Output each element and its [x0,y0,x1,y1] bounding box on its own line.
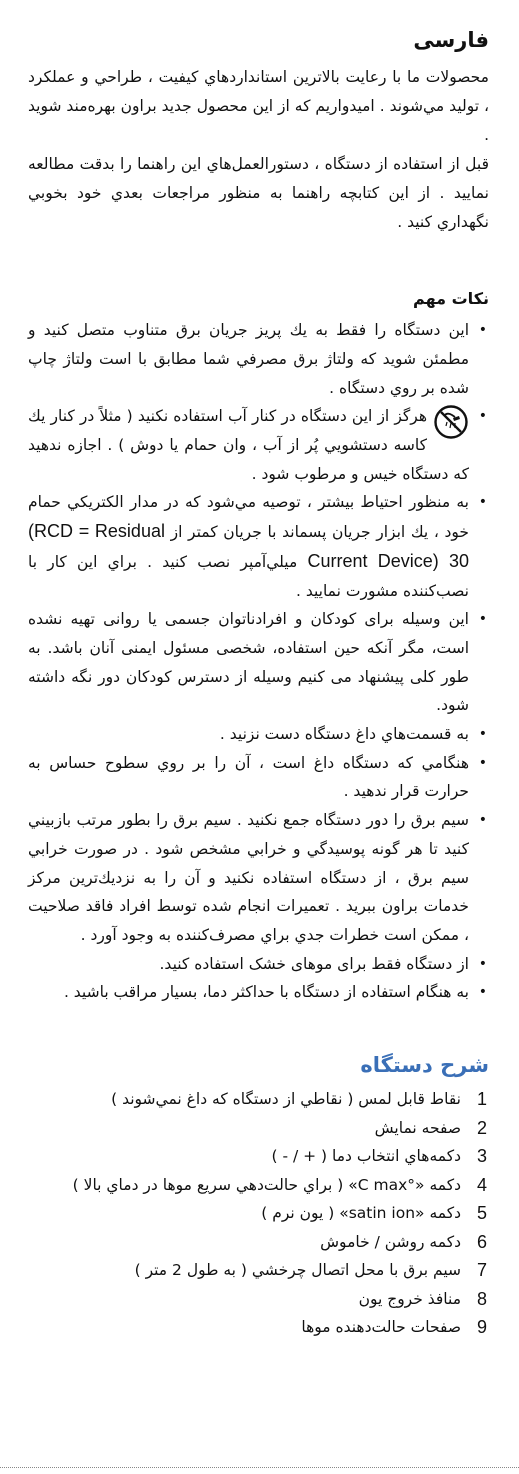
part-number: 8 [476,1288,487,1309]
note-item [28,950,489,979]
note-text: هنگامي كه دستگاه داغ است ، آن را بر روي سطوح حساس به حرارت قرار ندهيد . [28,753,469,801]
note-text: نماييد . [295,581,341,600]
rcd-prefix: با جريان كمتر از [170,523,277,542]
part-number: 9 [476,1317,487,1338]
part-number: 4 [476,1174,487,1195]
part-text: صفحات حالت‌دهنده موها [301,1318,461,1337]
part-item [28,1085,489,1114]
device-description-title: شرح دستگاه [360,1053,489,1078]
part-text: دكمه «satin ion» ( يون نرم ) [261,1204,461,1223]
note-item [28,749,489,806]
no-shower-icon [433,404,469,440]
note-item [28,978,489,1007]
part-text: صفحه نمايش [374,1118,461,1137]
important-notes-title: نكات مهم [413,289,489,309]
rcd-amount: 30 [448,550,469,571]
rcd-text: (RCD = Residual Current Device) [28,521,439,571]
note-item [28,402,489,488]
part-number: 3 [476,1146,487,1167]
part-item [28,1228,489,1257]
language-title: فارسی [413,28,489,52]
part-item [28,1114,489,1143]
part-text: منافذ خروج يون [358,1289,461,1308]
device-parts-list [28,1085,489,1342]
page-bottom-divider [0,1467,519,1468]
note-text: به هنگام استفاده از دستگاه با حداکثر دما، بسيار مراقب باشيد . [63,983,469,1002]
part-text: دكمه «°C max» ( براي حالت‌دهي سريع موها در دماي بالا ) [72,1175,461,1194]
rcd-suffix: ميلي‌آمپر نصب كنيد . براي اين كار با نصب‌كننده مشورت [28,552,469,600]
part-item [28,1199,489,1228]
part-number: 7 [476,1260,487,1281]
note-text: هرگز از اين دستگاه در كنار آب استفاده نكنيد ( مثلاً در كنار يك كاسه دستشويي پُر از آب ، وان حمام يا دوش ) . اجازه ندهيد كه دستگاه خيس و مرطوب شود . [28,407,469,483]
part-item [28,1171,489,1200]
part-text: دكمه‌هاي انتخاب دما ( + / - ) [271,1147,461,1166]
note-text: اين وسيله برای کودکان و افرادناتوان جسمی يا روانی تهيه نشده است، مگر آنکه حين استفاده، شخصی مسئول ايمنی آنان باشد. به طور کلی پيشنهاد می کنيم وسيله از دسترس کودکان دور نگه داشته شود. [28,610,469,715]
note-item [28,720,489,749]
intro-text [28,63,489,237]
part-number: 1 [476,1089,487,1110]
note-text: اين دستگاه را فقط به يك پريز جريان برق متناوب متصل كنيد و مطمئن شويد كه ولتاژ برق مصرفي شما مطابق با است ولتاژ چاپ شده بر روي دستگاه . [28,321,469,397]
note-item [28,605,489,720]
important-notes-list [28,316,489,1007]
part-text: نقاط قابل لمس ( نقاطي از دستگاه كه داغ نمي‌شوند ) [111,1090,461,1109]
part-item [28,1313,489,1342]
part-text: دكمه روشن / خاموش [320,1232,461,1251]
note-text: به قسمت‌هاي داغ دستگاه دست نزنيد . [219,725,469,744]
part-number: 2 [476,1117,487,1138]
part-number: 5 [476,1203,487,1224]
note-text: سيم برق را دور دستگاه جمع نكنيد . سيم برق را بطور مرتب بازبيني كنيد تا هر گونه پوسيدگي و خرابي مشخص شود . در صورت خرابي سيم برق ، از دستگاه استفاده نكنيد و آن را به نزديك‌ترين مركز خدمات براون ببريد . تعميرات انجام شده توسط افراد فاقد صلاحيت ، ممكن است خطرات جدي براي مصرف‌كننده به وجود آورد . [28,811,469,944]
note-item [28,316,489,402]
note-item [28,806,489,950]
note-text: به منظور احتياط بيشتر ، توصيه مي‌شود كه در مدار الكتريكي حمام خود ، يك ابزار جريان پسماند [28,493,469,542]
note-text: از دستگاه فقط برای موهای خشک استفاده کنيد. [159,954,469,973]
intro-paragraph: قبل از استفاده از دستگاه ، دستورالعمل‌هاي اين راهنما را بدقت مطالعه نماييد . از اين كتابچه راهنما به منظور مراجعات بعدي خود بخوبي نگهداري كنيد . [28,155,489,232]
part-text: سيم برق با محل اتصال چرخشي ( به طول 2 متر ) [134,1261,461,1280]
part-item [28,1256,489,1285]
part-item [28,1142,489,1171]
part-number: 6 [476,1231,487,1252]
part-item [28,1285,489,1314]
note-item [28,488,489,605]
intro-paragraph: محصولات ما با رعايت بالاترين استانداردهاي كيفيت ، طراحي و عملكرد ، توليد مي‌شوند . اميدواريم كه از اين محصول جديد براون بهره‌مند شويد . [28,68,489,145]
